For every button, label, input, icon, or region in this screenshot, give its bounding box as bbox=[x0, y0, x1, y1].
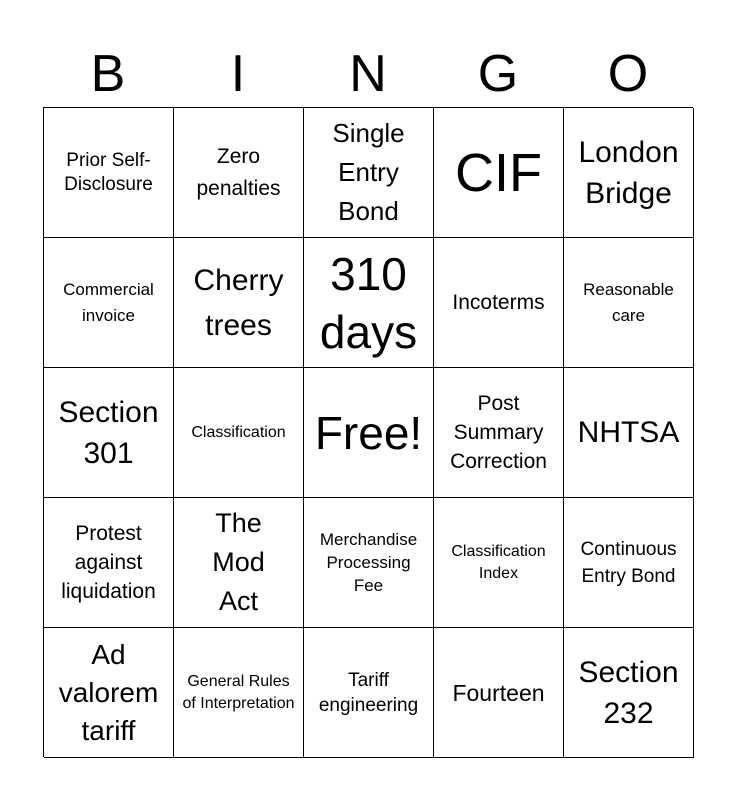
bingo-cell[interactable] bbox=[304, 238, 434, 368]
cell-text: Ad valorem tariff bbox=[58, 638, 159, 746]
cell-text: Prior Self-Disclosure bbox=[64, 149, 153, 195]
header-letter-b: B bbox=[90, 45, 126, 103]
cell-text: Classification Index bbox=[451, 542, 546, 582]
header-letter-g: G bbox=[477, 45, 519, 103]
bingo-cell[interactable] bbox=[174, 628, 304, 758]
cell-text: Protest against liquidation bbox=[61, 522, 156, 603]
cell-text: 310 days bbox=[319, 247, 418, 358]
bingo-cell[interactable] bbox=[564, 628, 694, 758]
cell-text: Classification bbox=[191, 423, 286, 441]
cell-text: London Bridge bbox=[578, 135, 679, 210]
cell-text: Section 301 bbox=[58, 395, 159, 470]
bingo-cell[interactable] bbox=[434, 498, 564, 628]
cell-text: Free! bbox=[314, 406, 423, 459]
bingo-grid bbox=[43, 107, 693, 757]
bingo-cell[interactable] bbox=[564, 498, 694, 628]
cell-text: Tariff engineering bbox=[318, 669, 419, 716]
cell-text: CIF bbox=[455, 142, 542, 203]
bingo-cell[interactable] bbox=[174, 108, 304, 238]
bingo-cell[interactable] bbox=[174, 368, 304, 498]
bingo-cell[interactable] bbox=[564, 238, 694, 368]
bingo-cell[interactable] bbox=[564, 368, 694, 498]
bingo-cell[interactable] bbox=[434, 238, 564, 368]
cell-text: Single Entry Bond bbox=[332, 118, 405, 226]
bingo-cell[interactable] bbox=[304, 628, 434, 758]
cell-text: NHTSA bbox=[577, 415, 680, 449]
bingo-cell[interactable] bbox=[174, 238, 304, 368]
header-letter-i: I bbox=[230, 45, 246, 103]
bingo-cell[interactable] bbox=[174, 498, 304, 628]
cell-text: Zero penalties bbox=[196, 144, 281, 200]
cell-text: Cherry trees bbox=[193, 263, 284, 342]
cell-text: Post Summary Correction bbox=[450, 392, 547, 473]
bingo-cell[interactable] bbox=[44, 368, 174, 498]
cell-text: Merchandise Processing Fee bbox=[319, 530, 418, 595]
cell-text: Incoterms bbox=[452, 290, 545, 314]
bingo-cell[interactable] bbox=[44, 108, 174, 238]
bingo-cell[interactable] bbox=[44, 628, 174, 758]
bingo-cell[interactable] bbox=[44, 498, 174, 628]
cell-text: Section 232 bbox=[578, 655, 679, 730]
bingo-cell[interactable] bbox=[434, 108, 564, 238]
bingo-cell[interactable] bbox=[434, 368, 564, 498]
cell-text: Reasonable care bbox=[583, 279, 674, 325]
cell-text: The Mod Act bbox=[212, 508, 265, 616]
bingo-cell[interactable] bbox=[304, 498, 434, 628]
cell-text: Fourteen bbox=[452, 679, 545, 706]
bingo-cell[interactable] bbox=[44, 238, 174, 368]
bingo-cell[interactable] bbox=[434, 628, 564, 758]
bingo-cell[interactable] bbox=[304, 368, 434, 498]
cell-text: General Rules of Interpretation bbox=[182, 672, 295, 712]
bingo-cell[interactable] bbox=[564, 108, 694, 238]
cell-text: Commercial invoice bbox=[63, 279, 154, 325]
bingo-cell[interactable] bbox=[304, 108, 434, 238]
header-letter-o: O bbox=[607, 45, 649, 103]
header-letter-n: N bbox=[349, 45, 387, 103]
bingo-header bbox=[43, 40, 693, 108]
cell-text: Continuous Entry Bond bbox=[580, 538, 677, 587]
